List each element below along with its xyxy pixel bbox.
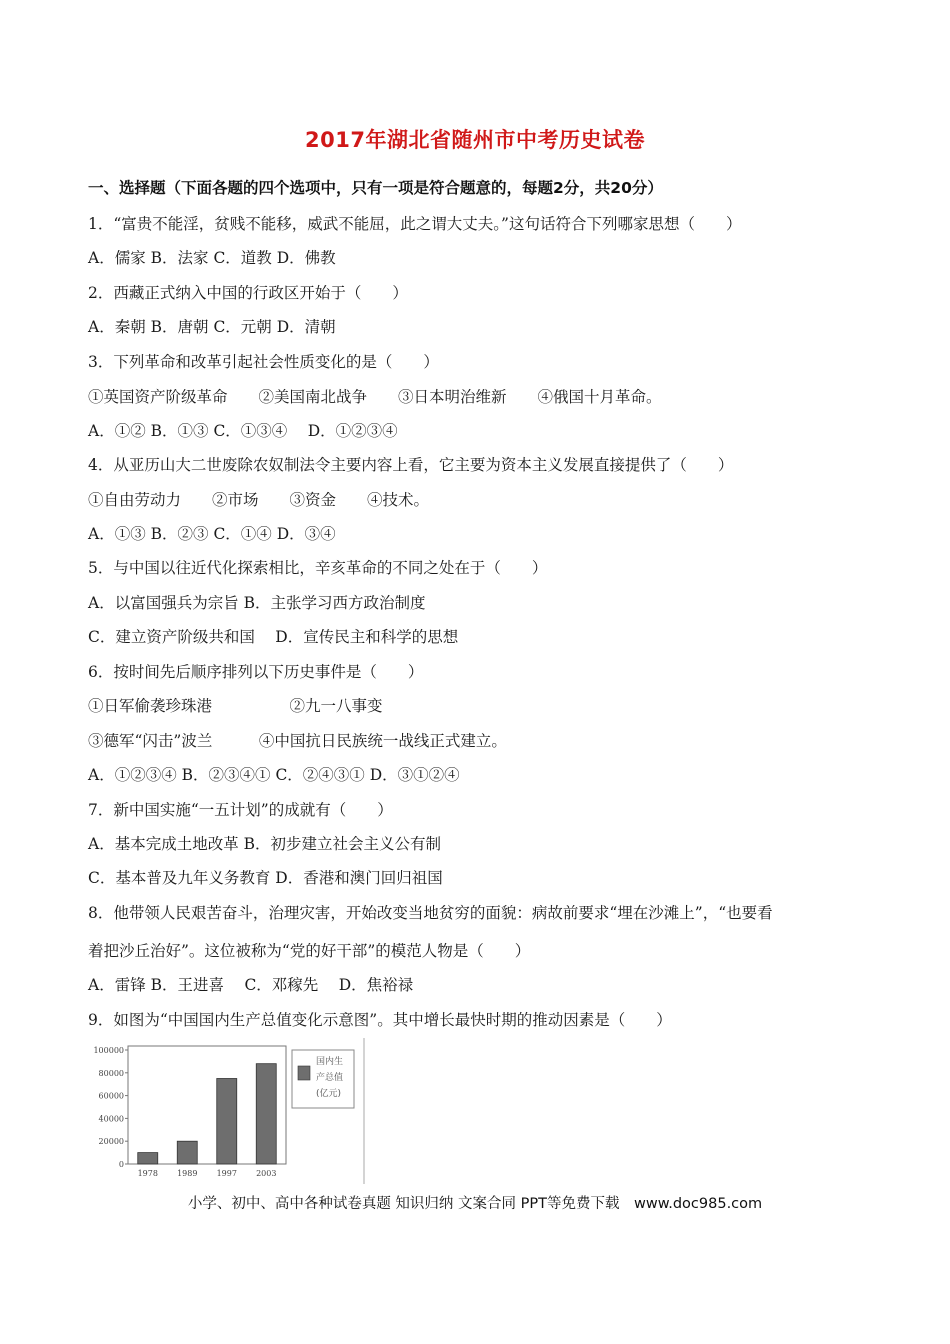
question-line: 7．新中国实施“一五计划”的成就有（ ） [88,801,393,819]
question-line: A．①③ B．②③ C．①④ D．③④ [88,525,336,543]
question-line: A．儒家 B．法家 C．道教 D．佛教 [88,249,336,267]
question-line: A．秦朝 B．唐朝 C．元朝 D．清朝 [88,318,336,336]
question-line: ①日军偷袭珍珠港 ②九一八事变 [88,697,383,715]
question-line: 8．他带领人民艰苦奋斗，治理灾害，开始改变当地贫穷的面貌：病故前要求“埋在沙滩上”，“也要看 [88,904,773,922]
y-tick-label: 100000 [93,1046,124,1055]
x-tick-label: 1997 [216,1169,237,1178]
question-line: 9．如图为“中国国内生产总值变化示意图”。其中增长最快时期的推动因素是（ ） [88,1011,672,1029]
bar [256,1064,276,1164]
bar [217,1079,237,1165]
question-line: 1．“富贵不能淫，贫贱不能移，威武不能屈，此之谓大丈夫。”这句话符合下列哪家思想（ ） [88,215,742,233]
question-line: A．基本完成土地改革 B．初步建立社会主义公有制 [88,835,442,853]
y-tick-label: 20000 [98,1137,124,1147]
y-tick-label: 60000 [98,1091,124,1101]
question-line: 4．从亚历山大二世废除农奴制法令主要内容上看，它主要为资本主义发展直接提供了（ ） [88,456,734,474]
bar [177,1141,197,1164]
question-line: C．建立资产阶级共和国 D．宣传民主和科学的思想 [88,628,459,646]
section-heading: 一、选择题（下面各题的四个选项中，只有一项是符合题意的，每题2分，共20分） [88,179,663,197]
legend-label: 国内生 [316,1057,344,1067]
question-line: A．雷锋 B．王进喜 C．邓稼先 D．焦裕禄 [88,976,414,994]
gdp-bar-chart [86,1038,368,1186]
question-line: 3．下列革命和改革引起社会性质变化的是（ ） [88,353,439,371]
question-line: C．基本普及九年义务教育 D．香港和澳门回归祖国 [88,869,443,887]
y-tick-label: 40000 [98,1114,124,1124]
x-tick-label: 2003 [256,1169,277,1178]
question-line: ③德军“闪击”波兰 ④中国抗日民族统一战线正式建立。 [88,732,507,750]
question-line: A．①②③④ B．②③④① C．②④③① D．③①②④ [88,766,460,784]
legend-label: (亿元) [316,1089,342,1099]
y-tick-label: 0 [118,1160,124,1169]
legend-label: 产总值 [316,1073,344,1083]
question-line: A．①② B．①③ C．①③④ D．①②③④ [88,422,398,440]
x-tick-label: 1978 [137,1169,158,1178]
exam-title: 2017年湖北省随州市中考历史试卷 [305,128,645,152]
question-line: 着把沙丘治好”。这位被称为“党的好干部”的模范人物是（ ） [88,942,531,960]
question-line: ①自由劳动力 ②市场 ③资金 ④技术。 [88,491,430,509]
x-tick-label: 1989 [177,1169,198,1178]
footer-banner: 小学、初中、高中各种试卷真题 知识归纳 文案合同 PPT等免费下载 www.doc985.com [187,1196,763,1212]
question-line: ①英国资产阶级革命 ②美国南北战争 ③日本明治维新 ④俄国十月革命。 [88,388,662,406]
question-line: A．以富国强兵为宗旨 B．主张学习西方政治制度 [88,594,426,612]
y-tick-label: 80000 [98,1068,124,1078]
question-line: 6．按时间先后顺序排列以下历史事件是（ ） [88,663,424,681]
question-line: 5．与中国以往近代化探索相比，辛亥革命的不同之处在于（ ） [88,559,548,577]
question-line: 2．西藏正式纳入中国的行政区开始于（ ） [88,284,408,302]
legend-swatch [298,1066,310,1080]
bar [138,1153,158,1164]
